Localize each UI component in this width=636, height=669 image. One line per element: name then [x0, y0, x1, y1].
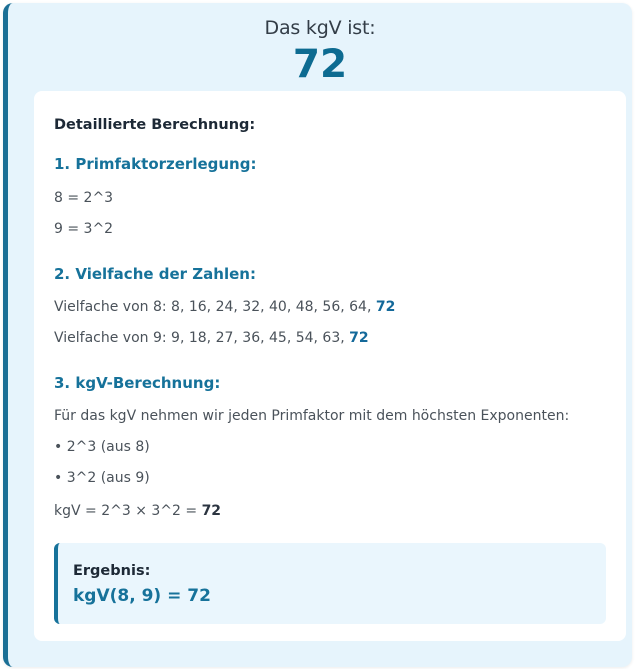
factorization-line-9: 9 = 3^2	[54, 221, 114, 237]
calculation-details-card	[34, 91, 626, 641]
multiples-8-text: Vielfache von 8: 8, 16, 24, 32, 40, 48, 56, 64,	[54, 299, 372, 315]
multiples-9-text: Vielfache von 9: 9, 18, 27, 36, 45, 54, 63,	[54, 330, 345, 346]
result-header-label: Das kgV ist:	[264, 17, 376, 39]
details-title: Detaillierte Berechnung:	[54, 117, 256, 133]
multiples-8-highlight: 72	[375, 299, 396, 315]
result-header	[8, 17, 632, 87]
result-label: Ergebnis:	[73, 563, 151, 579]
result-value: kgV(8, 9) = 72	[73, 586, 211, 606]
factorization-line-8: 8 = 2^3	[54, 190, 114, 206]
lcm-intro: Für das kgV nehmen wir jeden Primfaktor mit dem höchsten Exponenten:	[54, 408, 570, 424]
lcm-formula-result: 72	[201, 503, 222, 519]
result-panel	[3, 3, 632, 667]
step3-heading: 3. kgV-Berechnung:	[54, 374, 221, 392]
result-box	[54, 543, 606, 624]
result-header-value: 72	[292, 42, 348, 87]
lcm-bullet-3: • 3^2 (aus 9)	[54, 470, 150, 486]
lcm-formula	[54, 503, 221, 519]
multiples-line-8	[54, 299, 395, 315]
multiples-9-highlight: 72	[349, 330, 369, 346]
lcm-formula-text: kgV = 2^3 × 3^2 =	[54, 503, 198, 519]
step1-heading: 1. Primfaktorzerlegung:	[54, 155, 257, 173]
lcm-bullet-2: • 2^3 (aus 8)	[54, 439, 150, 455]
step2-heading: 2. Vielfache der Zahlen:	[54, 265, 256, 283]
multiples-line-9	[54, 330, 369, 346]
